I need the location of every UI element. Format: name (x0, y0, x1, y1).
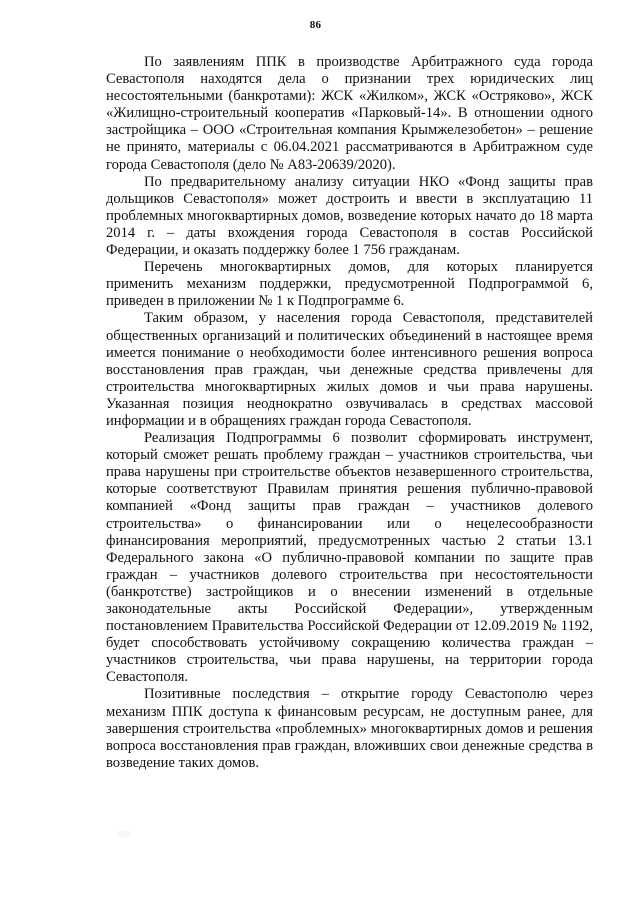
paragraph-preliminary-analysis: По предварительному анализу ситуации НКО «Фонд защиты прав дольщиков Севастополя» может достроить и ввести в эксплуатацию 11 проблемных многоквартирных домов, возведение которых начато до 18 марта 2014 г. – даты вхождения города Севастополя в состав Российской Федерации, и оказать поддержку более 1 756 гражданам. (106, 173, 593, 259)
scan-artifact (118, 830, 130, 838)
paragraph-building-list: Перечень многоквартирных домов, для которых планируется применить механизм поддержки, предусмотренной Подпрограммой 6, приведен в приложении № 1 к Подпрограмме 6. (106, 259, 593, 310)
page-number: 86 (309, 19, 322, 31)
document-body (106, 54, 593, 772)
paragraph-public-understanding: Таким образом, у населения города Севастополя, представителей общественных организаций и политических объединений в настоящее время имеется понимание о необходимости более интенсивного решения вопроса восстановления прав граждан, чьи денежные средства привлечены для строительства многоквартирных жилых домов и чьи права нарушены. Указанная позиция неоднократно озвучивалась в средствах массовой информации и в обращениях граждан города Севастополя. (106, 310, 593, 429)
paragraph-subprogram-implementation: Реализация Подпрограммы 6 позволит сформировать инструмент, который сможет решать проблему граждан – участников строительства, чьи права нарушены при строительстве объектов незавершенного строительства, которые соответствуют Правилам принятия решения публично-правовой компанией «Фонд защиты прав граждан – участников долевого строительства» о финансировании или о нецелесообразности финансирования мероприятий, предусмотренных частью 2 статьи 13.1 Федерального закона «О публично-правовой компании по защите прав граждан – участников долевого строительства при несостоятельности (банкротстве) застройщиков и о внесении изменений в отдельные законодательные акты Российской Федерации», утвержденным постановлением Правительства Российской Федерации от 12.09.2019 № 1192, будет способствовать устойчивому сокращению количества граждан – участников строительства, чьи права нарушены, на территории города Севастополя. (106, 430, 593, 686)
paragraph-positive-consequences: Позитивные последствия – открытие городу Севастополю через механизм ППК доступа к финансовым ресурсам, не доступным ранее, для завершения строительства «проблемных» многоквартирных домов и решения вопроса восстановления прав граждан, вложивших свои денежные средства в возведение таких домов. (106, 686, 593, 771)
paragraph-court-cases: По заявлениям ППК в производстве Арбитражного суда города Севастополя находятся дела о признании трех юридических лиц несостоятельными (банкротами): ЖСК «Жилком», ЖСК «Остряково», ЖСК «Жилищно-строительный кооператив «Парковый-14». В отношении одного застройщика – ООО «Строительная компания Крымжелезобетон» – решение не принято, материалы с 06.04.2021 рассматриваются в Арбитражном суде города Севастополя (дело № А83-20639/2020). (106, 54, 593, 173)
